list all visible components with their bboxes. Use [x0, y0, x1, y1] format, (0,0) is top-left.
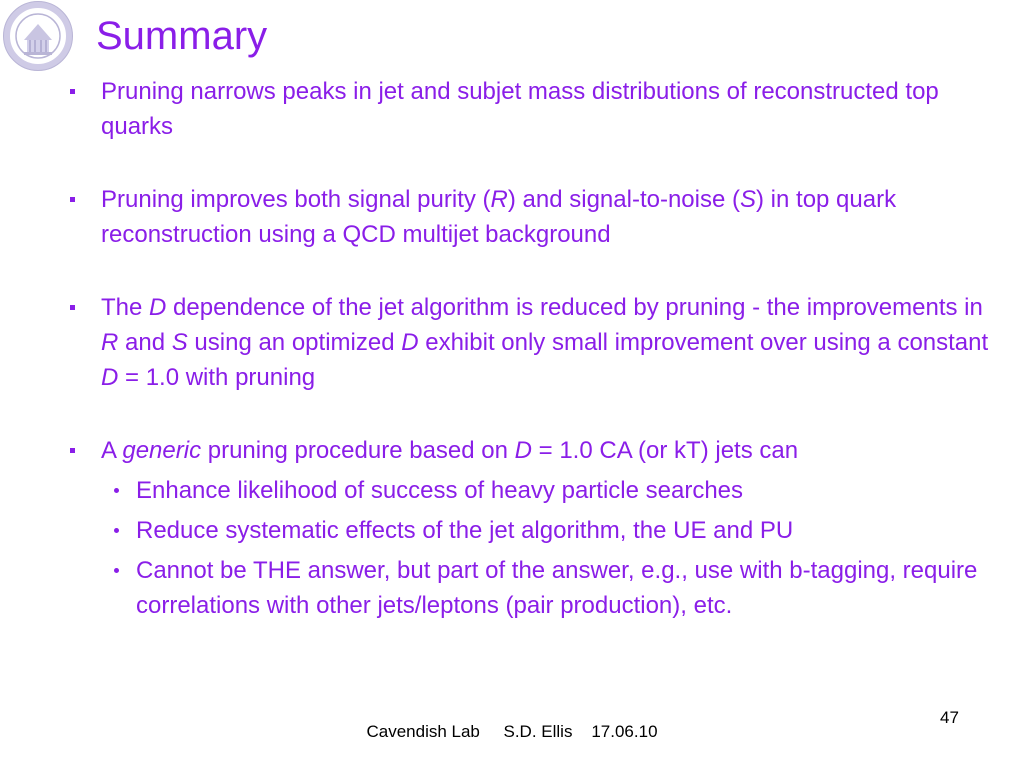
- sub-bullet: [70, 553, 1000, 623]
- slide-body: [70, 74, 1000, 623]
- page-number: 47: [940, 708, 959, 727]
- text-fragment: = 1.0 CA (or kT) jets can: [531, 437, 799, 464]
- sub-bullet: [70, 473, 1000, 508]
- italic-symbol-d: D: [149, 294, 167, 321]
- bullet-d-dependence: [70, 290, 1000, 395]
- text-fragment: The: [101, 294, 150, 321]
- slide-footer: Cavendish Lab S.D. Ellis 17.06.10: [366, 722, 658, 741]
- bullet-text: Pruning narrows peaks in jet and subjet mass distributions of reconstructed top quarks: [101, 78, 939, 140]
- sub-bullet-text: Cannot be THE answer, but part of the answer, e.g., use with b-tagging, require correlations with other jets/leptons (pair production), etc.: [136, 557, 978, 619]
- italic-symbol-r: R: [101, 329, 119, 356]
- text-fragment: using an optimized: [187, 329, 402, 356]
- text-fragment: and: [118, 329, 172, 356]
- text-fragment: Pruning improves both signal purity (: [101, 186, 491, 213]
- italic-symbol-d: D: [101, 364, 119, 391]
- square-bullet-icon: [70, 197, 75, 202]
- square-bullet-icon: [70, 448, 75, 453]
- round-bullet-icon: [114, 568, 119, 573]
- text-fragment: dependence of the jet algorithm is reduced by pruning - the improvements in: [166, 294, 983, 321]
- sub-bullet-text: Enhance likelihood of success of heavy particle searches: [136, 477, 744, 504]
- text-fragment: pruning procedure based on: [201, 437, 515, 464]
- text-fragment: ) and signal-to-noise (: [507, 186, 740, 213]
- slide-title: Summary: [96, 14, 268, 58]
- text-fragment: exhibit only small improvement over using a constant: [418, 329, 989, 356]
- round-bullet-icon: [114, 488, 119, 493]
- text-fragment: A: [101, 437, 123, 464]
- italic-symbol-d: D: [514, 437, 532, 464]
- square-bullet-icon: [70, 89, 75, 94]
- text-fragment: = 1.0 with pruning: [118, 364, 316, 391]
- university-seal-icon: [2, 0, 74, 72]
- italic-symbol-d: D: [401, 329, 419, 356]
- square-bullet-icon: [70, 305, 75, 310]
- bullet-generic-pruning: [70, 433, 1000, 468]
- italic-symbol-r: R: [490, 186, 508, 213]
- italic-symbol-s: S: [740, 186, 757, 213]
- sub-bullet-text: Reduce systematic effects of the jet algorithm, the UE and PU: [136, 517, 794, 544]
- round-bullet-icon: [114, 528, 119, 533]
- bullet-pruning-narrows-peaks: [70, 74, 1000, 144]
- italic-symbol-s: S: [171, 329, 188, 356]
- text-fragment: ) in top quark reconstruction using a QCD multijet background: [101, 186, 897, 248]
- bullet-signal-purity: [70, 182, 1000, 252]
- italic-word-generic: generic: [122, 437, 202, 464]
- sub-bullet: [70, 513, 1000, 548]
